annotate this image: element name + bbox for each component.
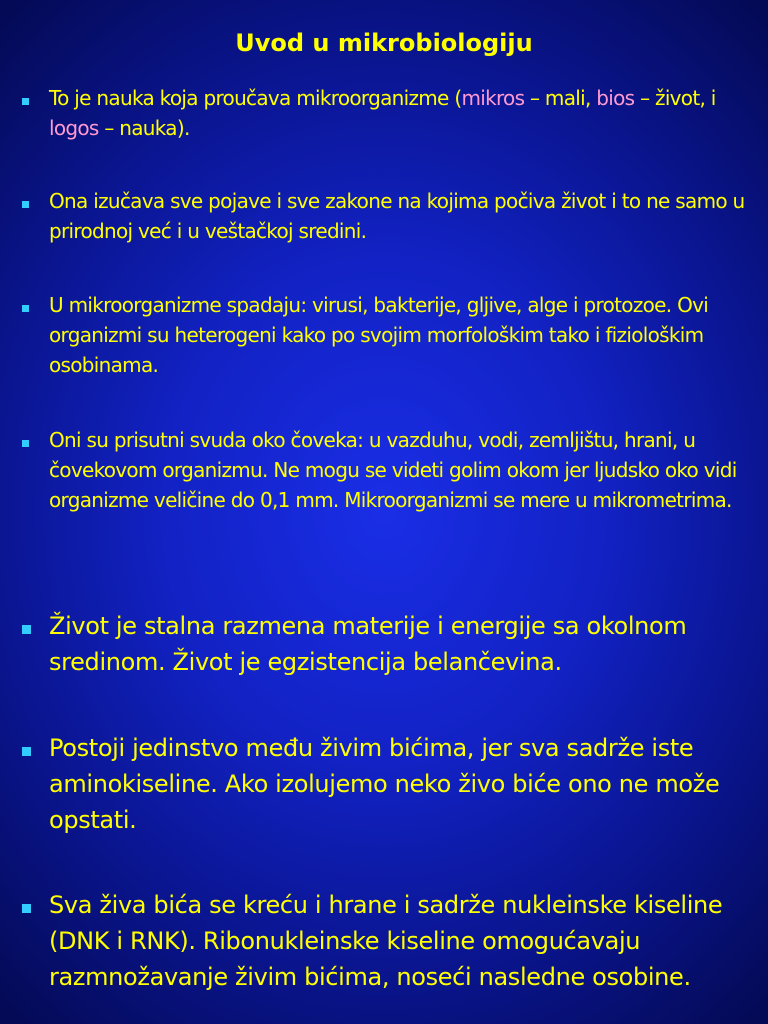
bullet-text: Ona izučava sve pojave i sve zakone na kojima počiva život i to ne samo u prirodnoj već i u veštačkoj sredini.: [49, 189, 745, 243]
bullet-text: U mikroorganizme spadaju: virusi, bakterije, gljive, alge i protozoe. Ovi organizmi su heterogeni kako po svojim morfološkim tako i fiziološkim osobinama.: [49, 293, 709, 377]
bullet-text: Život je stalna razmena materije i energije sa okolnom sredinom. Život je egzistencija belančevina.: [49, 612, 687, 676]
bullet-text-part: To je nauka koja proučava mikroorganizme (: [49, 86, 462, 110]
square-bullet-icon: [22, 98, 29, 105]
bullet-text: Sva živa bića se kreću i hrane i sadrže nukleinske kiseline (DNK i RNK). Ribonukleinske kiseline omogućavaju razmnožavanje živim bićima, noseći nasledne osobine.: [49, 891, 723, 991]
square-bullet-icon: [22, 747, 31, 756]
square-bullet-icon: [22, 201, 29, 208]
bullet-text-part: – nauka).: [98, 116, 190, 140]
square-bullet-icon: [22, 904, 31, 913]
highlight-term-logos: logos: [49, 116, 99, 140]
bullet-text-part: – mali,: [524, 86, 597, 110]
highlight-term-mikros: mikros: [461, 86, 525, 110]
bullet-text: [49, 83, 761, 143]
square-bullet-icon: [22, 440, 29, 447]
bullet-text: Oni su prisutni svuda oko čoveka: u vazduhu, vodi, zemljištu, hrani, u čovekovom organizmu. Ne mogu se videti golim okom jer ljudsko oko vidi organizme veličine do 0,1 mm. Mikroorganizmi se mere u mikrometrima.: [49, 428, 737, 512]
bullet-text-part: – život, i: [634, 86, 716, 110]
square-bullet-icon: [22, 305, 29, 312]
square-bullet-icon: [22, 625, 31, 634]
highlight-term-bios: bios: [596, 86, 635, 110]
slide-title: Uvod u mikrobiologiju: [235, 29, 533, 57]
bullet-text: Postoji jedinstvo među živim bićima, jer sva sadrže iste aminokiseline. Ako izolujemo neko živo biće ono ne može opstati.: [49, 734, 720, 834]
